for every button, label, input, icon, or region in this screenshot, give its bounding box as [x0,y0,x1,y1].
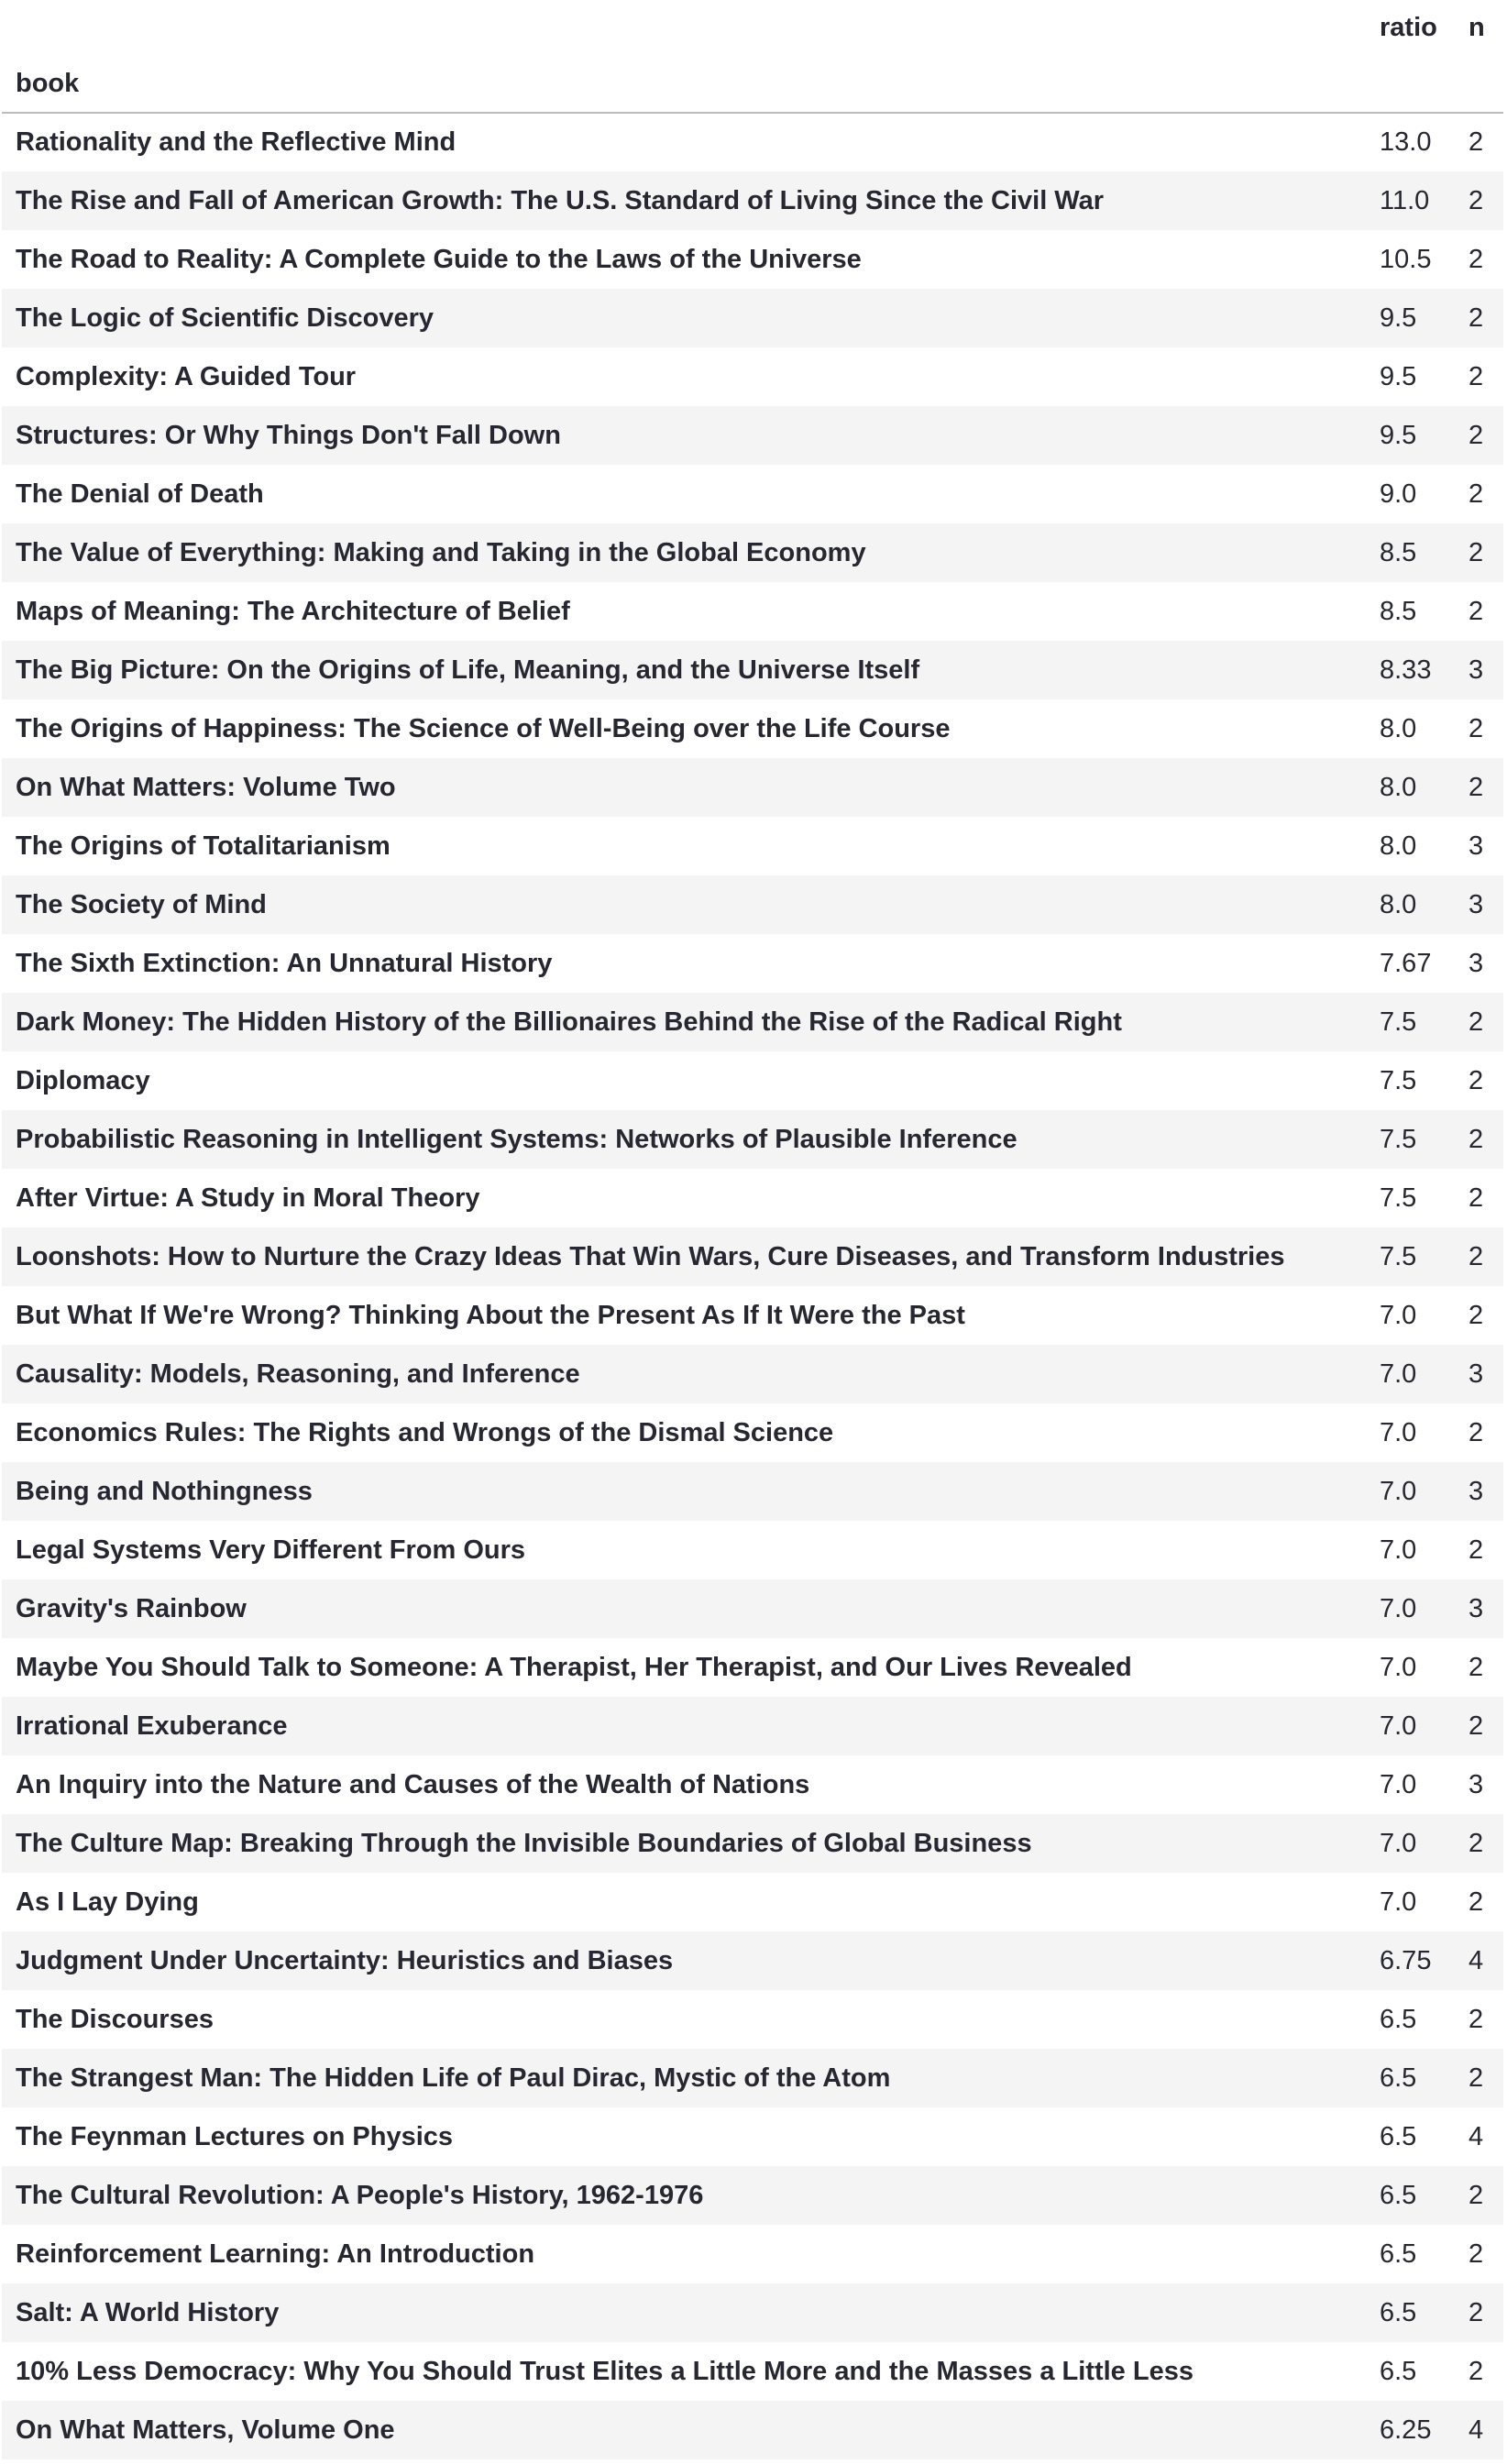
table-row [2,758,1503,817]
table-row [2,2401,1503,2459]
ratio-cell: 7.0 [1380,1300,1417,1330]
ratio-cell: 11.0 [1380,185,1430,215]
ratio-cell: 8.5 [1380,596,1417,626]
n-cell: 2 [1468,2062,1484,2093]
ratio-cell: 7.0 [1380,1358,1417,1389]
book-cell: Rationality and the Reflective Mind [16,127,456,157]
ratio-cell: 6.25 [1380,2414,1432,2445]
book-cell: Complexity: A Guided Tour [16,361,357,391]
ratio-cell: 8.5 [1380,537,1417,567]
index-header-row [2,55,1503,113]
ratio-cell: 8.0 [1380,772,1417,802]
ratio-cell: 6.5 [1380,2238,1417,2269]
book-cell: Judgment Under Uncertainty: Heuristics and Biases [16,1945,674,1975]
header-blank [1456,55,1503,113]
n-cell: 2 [1468,1710,1484,1741]
ratio-cell: 8.0 [1380,830,1417,861]
book-cell: The Culture Map: Breaking Through the Invisible Boundaries of Global Business [16,1828,1032,1858]
n-cell: 3 [1468,1358,1484,1389]
n-cell: 2 [1468,1182,1484,1213]
table-row [2,1579,1503,1638]
table-row [2,2342,1503,2401]
book-cell: Being and Nothingness [16,1476,313,1506]
n-cell: 2 [1468,1534,1484,1565]
table-row [2,817,1503,875]
table-row [2,1110,1503,1169]
book-cell: Loonshots: How to Nurture the Crazy Ideas That Win Wars, Cure Diseases, and Transform Industries [16,1241,1285,1271]
table-row [2,934,1503,993]
n-cell: 2 [1468,1065,1484,1095]
book-cell: Maybe You Should Talk to Someone: A Therapist, Her Therapist, and Our Lives Revealed [16,1652,1132,1682]
column-header-row [2,0,1503,55]
ratio-cell: 13.0 [1380,127,1432,157]
ratio-cell: 7.0 [1380,1769,1417,1799]
book-cell: The Value of Everything: Making and Taking in the Global Economy [16,537,866,567]
n-cell: 2 [1468,302,1484,333]
n-cell: 2 [1468,361,1484,391]
book-cell: The Logic of Scientific Discovery [16,302,434,333]
n-cell: 2 [1468,127,1484,157]
ratio-cell: 7.0 [1380,1886,1417,1917]
table-row [2,1345,1503,1403]
book-cell: Legal Systems Very Different From Ours [16,1534,526,1565]
column-header-n[interactable]: n [1468,12,1485,42]
n-cell: 2 [1468,1241,1484,1271]
n-cell: 2 [1468,1006,1484,1037]
ratio-cell: 8.0 [1380,713,1417,743]
ratio-cell: 7.0 [1380,1417,1417,1447]
table-row [2,523,1503,582]
ratio-cell: 6.5 [1380,2062,1417,2093]
table-row [2,993,1503,1051]
n-cell: 3 [1468,1476,1484,1506]
ratio-cell: 7.0 [1380,1476,1417,1506]
ratio-cell: 7.0 [1380,1828,1417,1858]
ratio-cell: 9.5 [1380,361,1417,391]
table-row [2,2283,1503,2342]
book-cell: On What Matters: Volume Two [16,772,396,802]
book-cell: Irrational Exuberance [16,1710,288,1741]
ratio-cell: 7.0 [1380,1710,1417,1741]
table-row [2,171,1503,230]
book-cell: Structures: Or Why Things Don't Fall Down [16,420,561,450]
n-cell: 2 [1468,1652,1484,1682]
dataframe-table [2,0,1503,2459]
table-row [2,1873,1503,1931]
book-cell: The Rise and Fall of American Growth: The U.S. Standard of Living Since the Civil War [16,185,1105,215]
ratio-cell: 7.5 [1380,1006,1417,1037]
book-cell: The Denial of Death [16,478,264,509]
book-cell: Salt: A World History [16,2297,280,2327]
book-cell: The Society of Mind [16,889,267,919]
n-cell: 2 [1468,1300,1484,1330]
table-row [2,113,1503,171]
n-cell: 4 [1468,2414,1484,2445]
ratio-cell: 7.0 [1380,1652,1417,1682]
book-cell: 10% Less Democracy: Why You Should Trust Elites a Little More and the Masses a Little Less [16,2356,1194,2386]
n-cell: 3 [1468,1593,1484,1623]
book-cell: The Road to Reality: A Complete Guide to the Laws of the Universe [16,244,862,274]
column-header-ratio[interactable]: ratio [1380,12,1437,42]
table-row [2,1462,1503,1521]
header-blank [2,0,1366,55]
n-cell: 2 [1468,420,1484,450]
table-row [2,230,1503,289]
n-cell: 3 [1468,889,1484,919]
ratio-cell: 6.5 [1380,2180,1417,2210]
ratio-cell: 9.0 [1380,478,1417,509]
table-row [2,1286,1503,1345]
book-cell: Causality: Models, Reasoning, and Inference [16,1358,580,1389]
table-row [2,406,1503,465]
header-blank [1366,55,1456,113]
table-row [2,1755,1503,1814]
book-cell: Economics Rules: The Rights and Wrongs of the Dismal Science [16,1417,834,1447]
ratio-cell: 7.5 [1380,1124,1417,1154]
ratio-cell: 8.0 [1380,889,1417,919]
n-cell: 4 [1468,1945,1484,1975]
table-row [2,875,1503,934]
table-row [2,1169,1503,1227]
book-cell: The Strangest Man: The Hidden Life of Paul Dirac, Mystic of the Atom [16,2062,891,2093]
book-cell: The Feynman Lectures on Physics [16,2121,454,2151]
n-cell: 2 [1468,2356,1484,2386]
table-row [2,699,1503,758]
book-cell: The Big Picture: On the Origins of Life, Meaning, and the Universe Itself [16,654,920,685]
n-cell: 2 [1468,772,1484,802]
table-row [2,1403,1503,1462]
n-cell: 2 [1468,2297,1484,2327]
book-cell: Diplomacy [16,1065,150,1095]
n-cell: 3 [1468,654,1484,685]
table-body [2,113,1503,2459]
book-cell: The Discourses [16,2004,214,2034]
table-row [2,2049,1503,2107]
ratio-cell: 7.67 [1380,948,1432,978]
n-cell: 2 [1468,713,1484,743]
ratio-cell: 7.5 [1380,1241,1417,1271]
table-header [2,0,1503,113]
table-row [2,1931,1503,1990]
ratio-cell: 10.5 [1380,244,1432,274]
ratio-cell: 7.5 [1380,1182,1417,1213]
n-cell: 2 [1468,1124,1484,1154]
table-row [2,1227,1503,1286]
n-cell: 2 [1468,478,1484,509]
index-header-book[interactable]: book [2,55,1366,113]
ratio-cell: 6.5 [1380,2356,1417,2386]
n-cell: 2 [1468,537,1484,567]
table-row [2,2225,1503,2283]
n-cell: 3 [1468,948,1484,978]
n-cell: 2 [1468,1886,1484,1917]
ratio-cell: 6.75 [1380,1945,1432,1975]
ratio-cell: 9.5 [1380,420,1417,450]
n-cell: 2 [1468,2180,1484,2210]
book-cell: After Virtue: A Study in Moral Theory [16,1182,480,1213]
ratio-cell: 7.0 [1380,1534,1417,1565]
n-cell: 2 [1468,185,1484,215]
ratio-cell: 7.0 [1380,1593,1417,1623]
book-cell: As I Lay Dying [16,1886,199,1917]
book-cell: The Cultural Revolution: A People's History, 1962-1976 [16,2180,704,2210]
book-cell: Reinforcement Learning: An Introduction [16,2238,535,2269]
ratio-cell: 6.5 [1380,2004,1417,2034]
book-cell: Dark Money: The Hidden History of the Billionaires Behind the Rise of the Radical Right [16,1006,1122,1037]
n-cell: 2 [1468,2238,1484,2269]
table-row [2,1814,1503,1873]
book-cell: On What Matters, Volume One [16,2414,395,2445]
table-row [2,2107,1503,2166]
n-cell: 4 [1468,2121,1484,2151]
table-row [2,582,1503,641]
n-cell: 3 [1468,830,1484,861]
book-cell: Maps of Meaning: The Architecture of Belief [16,596,570,626]
ratio-cell: 9.5 [1380,302,1417,333]
table-row [2,465,1503,523]
table-row [2,641,1503,699]
ratio-cell: 6.5 [1380,2121,1417,2151]
n-cell: 2 [1468,2004,1484,2034]
ratio-cell: 8.33 [1380,654,1432,685]
table-row [2,1051,1503,1110]
book-cell: The Origins of Totalitarianism [16,830,390,861]
book-cell: But What If We're Wrong? Thinking About the Present As If It Were the Past [16,1300,965,1330]
table-row [2,1990,1503,2049]
n-cell: 2 [1468,244,1484,274]
book-cell: An Inquiry into the Nature and Causes of the Wealth of Nations [16,1769,810,1799]
table-row [2,347,1503,406]
book-cell: The Origins of Happiness: The Science of Well-Being over the Life Course [16,713,951,743]
n-cell: 2 [1468,1417,1484,1447]
book-cell: Probabilistic Reasoning in Intelligent Systems: Networks of Plausible Inference [16,1124,1018,1154]
table-row [2,2166,1503,2225]
table-row [2,1638,1503,1697]
table-row [2,1521,1503,1579]
book-cell: Gravity's Rainbow [16,1593,247,1623]
table-row [2,289,1503,347]
book-cell: The Sixth Extinction: An Unnatural History [16,948,553,978]
n-cell: 2 [1468,596,1484,626]
table-row [2,1697,1503,1755]
n-cell: 2 [1468,1828,1484,1858]
ratio-cell: 7.5 [1380,1065,1417,1095]
n-cell: 3 [1468,1769,1484,1799]
ratio-cell: 6.5 [1380,2297,1417,2327]
